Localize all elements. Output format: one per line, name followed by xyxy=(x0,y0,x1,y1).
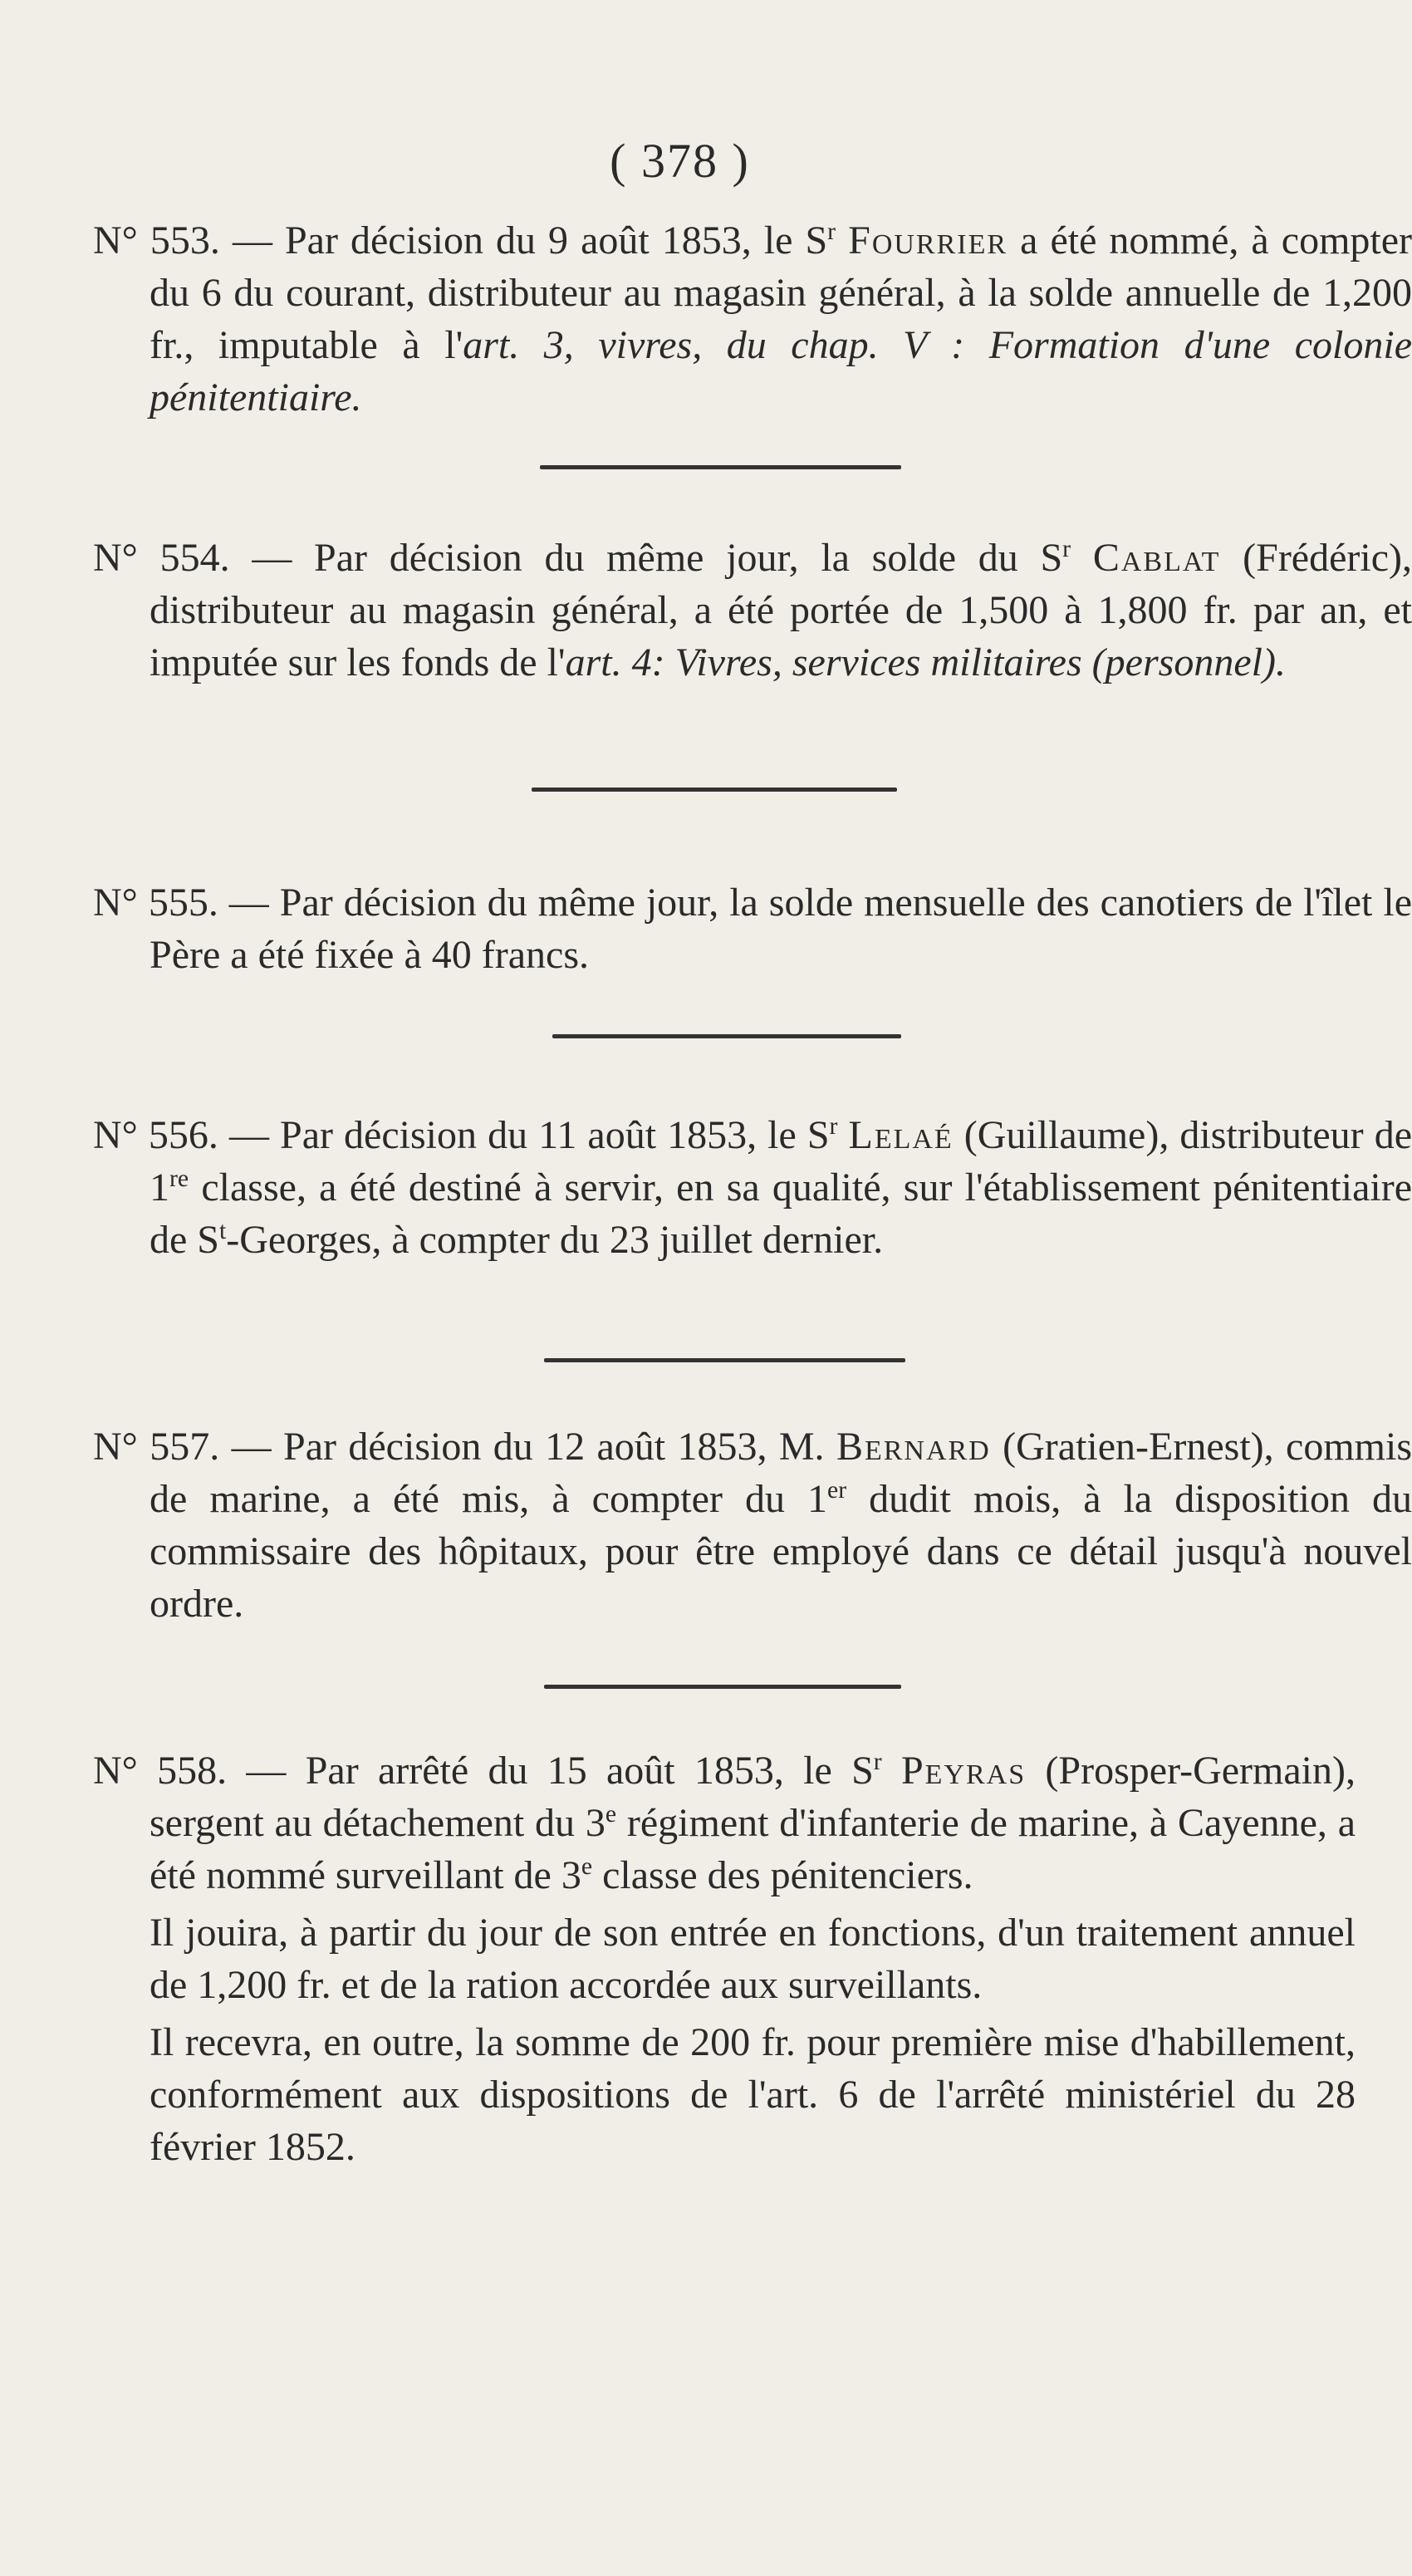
entry-number: N° 557. xyxy=(93,1425,220,1469)
person-name: Bernard xyxy=(836,1425,991,1469)
entry-number: N° 555. xyxy=(93,881,218,925)
person-name: Peyras xyxy=(900,1749,1027,1793)
person-name: Lelaé xyxy=(848,1113,954,1157)
person-name: Cablat xyxy=(1092,536,1221,580)
separator-rule xyxy=(540,465,901,469)
separator-rule xyxy=(544,1685,901,1689)
entry-number: N° 553. xyxy=(93,218,220,263)
entry-555: N° 555. — Par décision du même jour, la solde mensuelle des canotiers de l'îlet le Père a été fixée à 40 francs. xyxy=(93,881,1412,977)
budget-line: art. 4: Vivres, services militaires (personnel). xyxy=(565,640,1286,684)
entry-556: N° 556. — Par décision du 11 août 1853, le $S^r$ Lelaé (Guillaume), distributeur de 1re classe, a été destiné à servir, en sa qualité, sur l'établissement pénitentiaire de $S^t$-Georges, à compter du 23 juillet dernier. xyxy=(93,1112,1412,1262)
entry-553: N° 553. — Par décision du 9 août 1853, le $S^r$ Fourrier a été nommé, à compter du 6 du courant, distributeur au magasin général, à la solde annuelle de 1,200 fr., imputable à l'art. 3, vivres, du chap. V : Formation d'une colonie pénitentiaire. xyxy=(93,218,1412,420)
entry-number: N° 558. xyxy=(93,1749,228,1793)
separator-rule xyxy=(532,788,897,792)
paragraph: Il jouira, à partir du jour de son entrée en fonctions, d'un traitement annuel de 1,200 fr. et de la ration accordée aux surveillants. xyxy=(150,1911,1356,2007)
page-number: ( 378 ) xyxy=(610,134,750,188)
paragraph: Il recevra, en outre, la somme de 200 fr. pour première mise d'habillement, conformément aux dispositions de l'art. 6 de l'arrêté ministériel du 28 février 1852. xyxy=(150,2020,1356,2169)
entry-554: N° 554. — Par décision du même jour, la solde du $S^r$ Cablat (Frédéric), distributeur au magasin général, a été portée de 1,500 à 1,800 fr. par an, et imputée sur les fonds de l'art. 4: Vivres, services militaires (personnel). xyxy=(93,535,1412,684)
entry-number: N° 554. xyxy=(93,536,230,580)
budget-line: art. 3, vivres, du chap. V : Formation d'une colonie pénitentiaire. xyxy=(150,323,1412,420)
entry-558: N° 558. — Par arrêté du 15 août 1853, le $S^r$ Peyras (Prosper-Germain), sergent au détachement du 3e régiment d'infanterie de marine, à Cayenne, a été nommé surveillant de 3e classe des pénitenciers. Il jouira, à partir du jour de son entrée en fonctions, d'un traitement annuel de 1,200 fr. et de la ration accordée aux surveillants. Il recevra, en outre, la somme de 200 fr. pour première mise d'habillement, conformément aux dispositions de l'art. 6 de l'arrêté ministériel du 28 février 1852. xyxy=(93,1744,1356,2173)
entry-number: N° 556. xyxy=(93,1113,218,1157)
separator-rule xyxy=(552,1034,901,1038)
entry-557: N° 557. — Par décision du 12 août 1853, M. Bernard (Gratien-Ernest), commis de marine, a été mis, à compter du 1er dudit mois, à la disposition du commissaire des hôpitaux, pour être employé dans ce détail jusqu'à nouvel ordre. xyxy=(93,1425,1412,1626)
person-name: Fourrier xyxy=(848,218,1008,263)
separator-rule xyxy=(544,1358,905,1362)
